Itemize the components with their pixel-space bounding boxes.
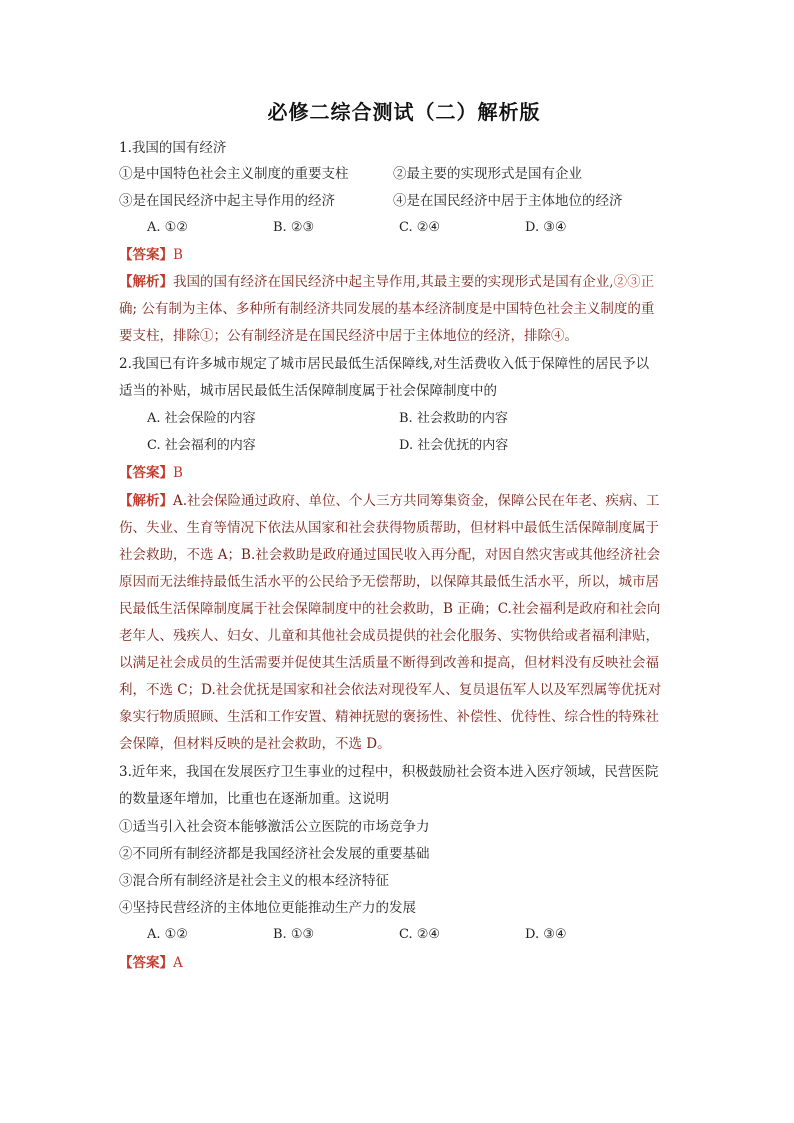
q1-item-3: ③是在国民经济中起主导作用的经济 xyxy=(119,193,335,209)
answer-label: 【答案】 xyxy=(119,247,173,263)
q2-explanation-line-9: 象实行物质照顾、生活和工作安置、精神抚慰的褒扬性、补偿性、优待性、综合性的特殊社 xyxy=(119,709,659,725)
q1-item-2: ②最主要的实现形式是国有企业 xyxy=(393,166,582,182)
q2-explanation-line-5: 民最低生活保障制度属于社会保障制度中的社会救助，B 正确；C.社会福利是政府和社会向 xyxy=(119,601,661,617)
q3-item-1: ①适当引入社会资本能够激活公立医院的市场竞争力 xyxy=(119,819,430,835)
explanation-text: A.社会保险通过政府、单位、个人三方共同筹集资金，保障公民在年老、疾病、工 xyxy=(173,493,660,509)
explanation-label: 【解析】 xyxy=(119,493,173,509)
explanation-highlight: ②③正 xyxy=(613,274,655,290)
q2-explanation-line-3: 社会救助，不选 A；B.社会救助是政府通过国民收入再分配，对因自然灾害或其他经济社会 xyxy=(119,547,661,563)
q1-explanation-line-2: 确; 公有制为主体、多种所有制经济共同发展的基本经济制度是中国特色社会主义制度的重 xyxy=(119,301,655,317)
q2-explanation-line-6: 老年人、残疾人、妇女、儿童和其他社会成员提供的社会化服务、实物供给或者福利津贴， xyxy=(119,628,659,644)
explanation-label: 【解析】 xyxy=(119,274,173,290)
q1-stem: 1.我国的国有经济 xyxy=(119,140,227,156)
answer-label: 【答案】 xyxy=(119,465,173,481)
q3-stem-line-2: 的数量逐年增加，比重也在逐渐加重。这说明 xyxy=(119,791,389,807)
q1-option-b: B. ②③ xyxy=(273,220,315,235)
q3-item-4: ④坚持民营经济的主体地位更能推动生产力的发展 xyxy=(119,900,416,916)
q2-stem-line-1: 2.我国已有许多城市规定了城市居民最低生活保障线,对生活费收入低于保障性的居民予以 xyxy=(119,356,650,372)
q3-item-3: ③混合所有制经济是社会主义的根本经济特征 xyxy=(119,873,389,889)
q2-option-d: D. 社会优抚的内容 xyxy=(399,438,509,453)
page-title: 必修二综合测试（二）解析版 xyxy=(267,100,541,124)
q1-item-4: ④是在国民经济中居于主体地位的经济 xyxy=(393,193,623,209)
q1-option-c: C. ②④ xyxy=(399,220,441,235)
q3-option-c: C. ②④ xyxy=(399,927,441,942)
q2-explanation-line-7: 以满足社会成员的生活需要并促使其生活质量不断得到改善和提高，但材料没有反映社会福 xyxy=(119,655,659,671)
q3-answer xyxy=(119,953,183,973)
q2-stem-line-2: 适当的补贴，城市居民最低生活保障制度属于社会保障制度中的 xyxy=(119,383,497,399)
q2-option-b: B. 社会救助的内容 xyxy=(399,411,508,426)
q2-explanation-line-4: 原因而无法维持最低生活水平的公民给予无偿帮助，以保障其最低生活水平，所以，城市居 xyxy=(119,574,659,590)
answer-value: B xyxy=(173,247,183,263)
q2-explanation-line-1 xyxy=(119,491,660,511)
explanation-text: 我国的国有经济在国民经济中起主导作用,其最主要的实现形式是国有企业, xyxy=(173,274,614,290)
q1-explanation-line-1 xyxy=(119,272,654,292)
q3-option-a: A. ①② xyxy=(147,927,188,942)
q3-item-2: ②不同所有制经济都是我国经济社会发展的重要基础 xyxy=(119,846,430,862)
q2-option-c: C. 社会福利的内容 xyxy=(147,438,256,453)
q2-explanation-line-8: 利，不选 C；D.社会优抚是国家和社会依法对现役军人、复员退伍军人以及军烈属等优抚对 xyxy=(119,682,662,698)
q2-explanation-line-10: 会保障，但材料反映的是社会救助，不选 D。 xyxy=(119,736,391,752)
q2-answer xyxy=(119,463,183,483)
q3-option-b: B. ①③ xyxy=(273,927,315,942)
answer-value: B xyxy=(173,465,183,481)
q3-option-d: D. ③④ xyxy=(525,927,567,942)
answer-label: 【答案】 xyxy=(119,955,173,971)
q1-answer xyxy=(119,245,183,265)
q1-option-d: D. ③④ xyxy=(525,220,567,235)
q1-item-1: ①是中国特色社会主义制度的重要支柱 xyxy=(119,166,349,182)
q3-stem-line-1: 3.近年来，我国在发展医疗卫生事业的过程中，积极鼓励社会资本进入医疗领域，民营医院 xyxy=(119,764,659,780)
answer-value: A xyxy=(173,955,183,971)
q2-option-a: A. 社会保险的内容 xyxy=(147,411,256,426)
q1-option-a: A. ①② xyxy=(147,220,188,235)
q1-explanation-line-3: 要支柱，排除①；公有制经济是在国民经济中居于主体地位的经济，排除④。 xyxy=(119,328,578,344)
q2-explanation-line-2: 伤、失业、生育等情况下依法从国家和社会获得物质帮助，但材料中最低生活保障制度属于 xyxy=(119,520,659,536)
